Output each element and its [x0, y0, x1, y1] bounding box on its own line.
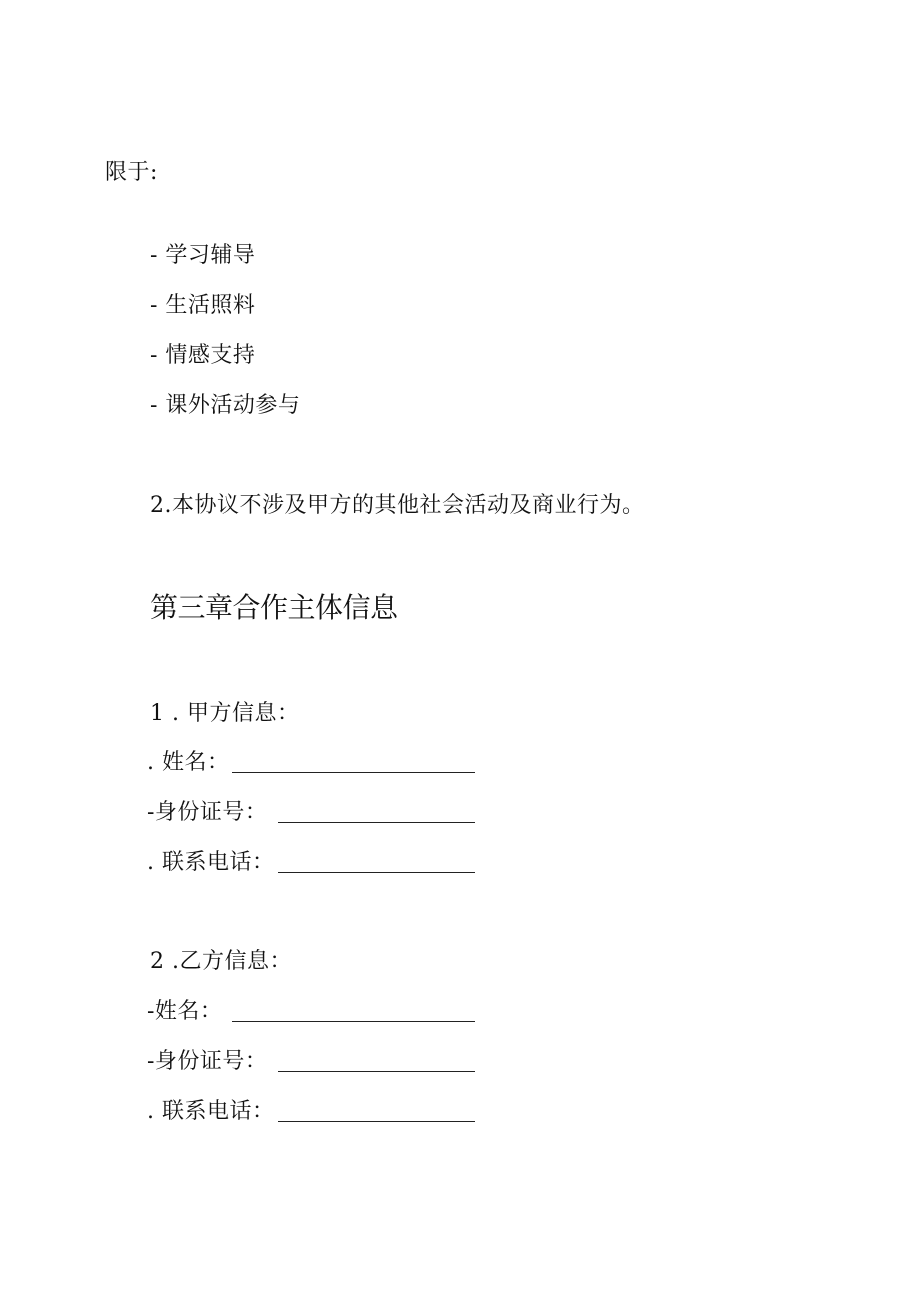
party-b-phone-label: . 联系电话：	[147, 1099, 275, 1124]
party-a-name-label: . 姓名：	[147, 750, 230, 775]
party-a-id-field[interactable]	[278, 822, 475, 823]
list-item: - 课外活动参与	[150, 393, 301, 418]
party-b-phone-field[interactable]	[278, 1121, 475, 1122]
party-a-id-label: -身份证号：	[147, 800, 268, 825]
list-item: - 情感支持	[150, 343, 256, 368]
party-a-phone-label: . 联系电话：	[147, 850, 275, 875]
party-b-name-label: -姓名：	[147, 999, 223, 1024]
party-a-name-field[interactable]	[232, 772, 475, 773]
intro-text: 限于:	[105, 160, 158, 185]
party-b-title: 2 .乙方信息：	[150, 949, 292, 974]
party-b-id-field[interactable]	[278, 1071, 475, 1072]
party-a-title: 1 . 甲方信息：	[150, 701, 300, 726]
clause-2: 2.本协议不涉及甲方的其他社会活动及商业行为。	[150, 493, 645, 518]
list-item: - 生活照料	[150, 293, 256, 318]
chapter-title: 第三章合作主体信息	[150, 591, 398, 624]
list-item: - 学习辅导	[150, 243, 256, 268]
party-b-id-label: -身份证号：	[147, 1049, 268, 1074]
party-a-phone-field[interactable]	[278, 872, 475, 873]
party-b-name-field[interactable]	[232, 1021, 475, 1022]
